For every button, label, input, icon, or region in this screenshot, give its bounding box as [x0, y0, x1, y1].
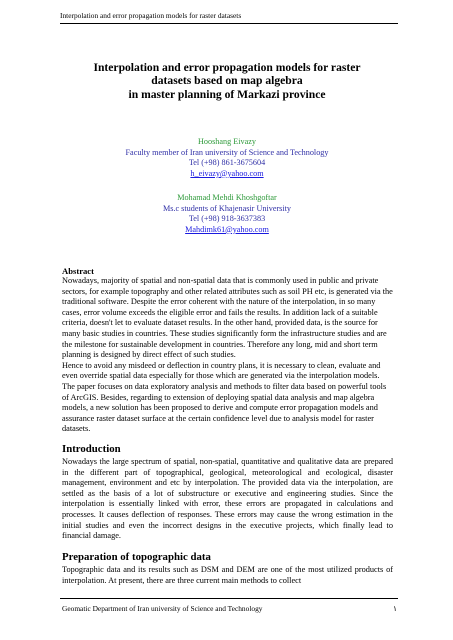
author-email-link[interactable]: h_eivazy@yahoo.com — [190, 168, 264, 178]
page-footer: Geomatic Department of Iran university of Science and Technology — [62, 604, 263, 613]
footer-rule — [60, 598, 398, 599]
abstract-paragraph: Nowadays, majority of spatial and non-spatial data that is commonly used in public and private sectors, for example topography and other related attributes such as soil PH etc, is generated via the traditional software. Despite the error coherent with the nature of the interpolation, in so many cases, error volume exceeds the eligible error and fails the results. In addition lack of a suitable criteria, doesn't let to evaluate dataset results. In the other hand, provided data, is the source for many basic studies in countries. These studies significantly form the infrastructure studies and are the milestone for sustainable development in countries. Therefore any long, mid and short term planning is designed by direct effect of such studies. — [62, 276, 393, 360]
author-name: Mohamad Mehdi Khoshgoftar — [177, 193, 277, 202]
title-line-2: datasets based on map algebra — [151, 74, 303, 88]
author-tel: Tel (+98) 861-3675604 — [188, 158, 266, 168]
abstract-paragraph: The paper focuses on data exploratory analysis and methods to filter data based on powerful tools of ArcGIS. Besides, regarding to extension of deploying spatial data analysis and map algebra models, a new solution has been proposed to derive and compute error propagation models and assurance raster dataset surface at the certain confidence level due to analysis model for raster datasets. — [62, 381, 387, 434]
paper-title — [62, 61, 392, 101]
header-rule — [60, 23, 398, 24]
title-line-1: Interpolation and error propagation models for raster — [93, 61, 361, 74]
page-number: ۱ — [393, 604, 397, 613]
topographic-body — [62, 565, 393, 586]
running-header: Interpolation and error propagation models for raster datasets — [60, 11, 242, 20]
author-block-1 — [40, 137, 414, 179]
introduction-heading: Introduction — [62, 443, 121, 455]
author-tel: Tel (+98) 918-3637383 — [188, 214, 266, 224]
author-name: Hooshang Eivazy — [198, 137, 256, 146]
abstract-heading: Abstract — [62, 266, 94, 276]
introduction-paragraph: Nowadays the large spectrum of spatial, non-spatial, quantitative and qualitative data are prepared in the different part of topographical, geological, meteorological and ecological, disaster management, environment and etc by interpolation. The provided data via the interpolation, are settled as the basis of a lot of substructure or executive and engineering studies. Since the interpolation is essentially linked with error, these errors are propagated in calculations and processes. It causes deflection of responses. These errors may cause the wrong estimation in the initial studies and even the incorrect designs in the executive projects, which finally lead to financial damage. — [62, 457, 393, 541]
author-block-2 — [40, 193, 414, 235]
abstract-body — [62, 276, 393, 435]
abstract-paragraph: Hence to avoid any misdeed or deflection in country plans, it is necessary to clean, evaluate and even override spatial data especially for those which are generated via the interpolation models. — [62, 360, 381, 381]
author-affiliation: Faculty member of Iran university of Science and Technology — [125, 147, 329, 157]
author-email-link[interactable]: Mahdimk61@yahoo.com — [185, 224, 269, 234]
topographic-paragraph: Topographic data and its results such as DSM and DEM are one of the most utilized products of interpolation. At present, there are three current main methods to collect — [62, 565, 393, 585]
title-line-3: in master planning of Markazi province — [128, 87, 326, 101]
introduction-body — [62, 457, 393, 542]
author-affiliation: Ms.c students of Khajenasir University — [162, 203, 292, 213]
topographic-heading: Preparation of topographic data — [62, 551, 211, 563]
